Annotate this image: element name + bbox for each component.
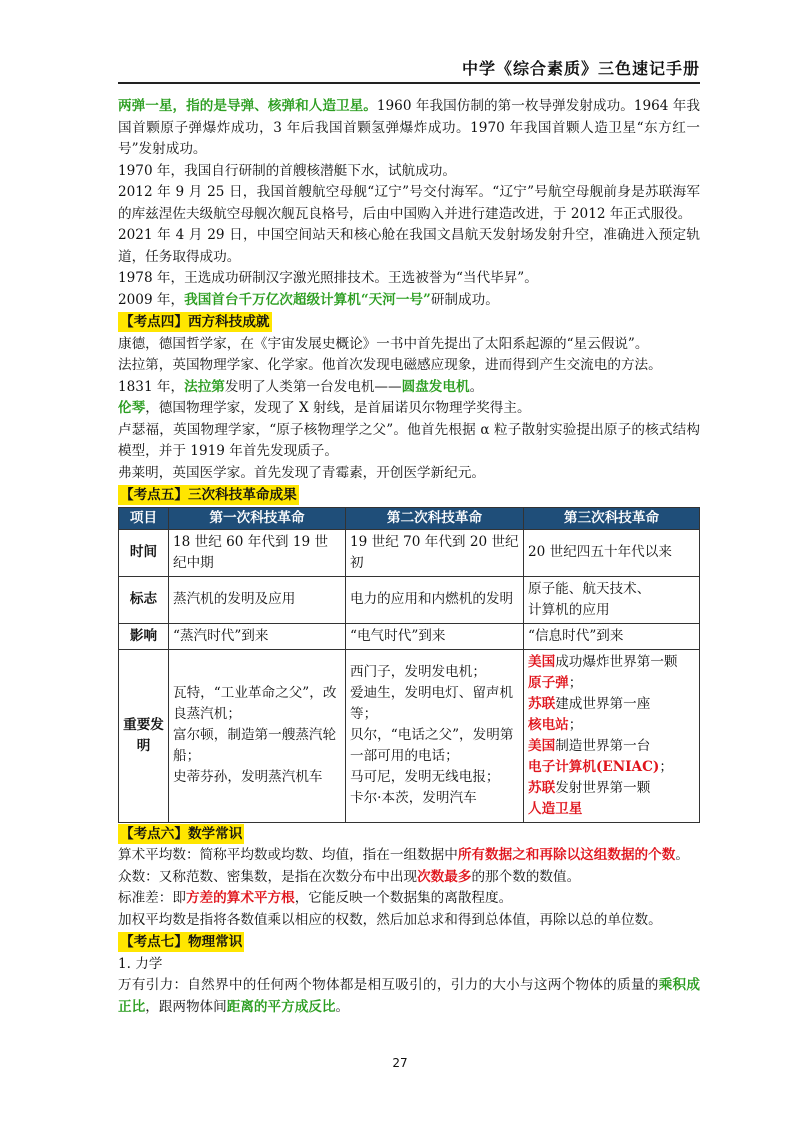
- table-header: 项目: [119, 507, 169, 529]
- list-item: 史蒂芬孙，发明蒸汽机车: [173, 769, 323, 785]
- paragraph-std-dev: 标准差：即方差的算术平方根，它能反映一个数据集的离散程度。: [118, 890, 513, 906]
- table-cell: 20 世纪四五十年代以来: [524, 529, 700, 576]
- paragraph-tianhe: 2009 年，我国首台千万亿次超级计算机“天河一号”研制成功。: [118, 291, 499, 308]
- list-item: 爱迪生，发明电灯、留声机等；: [350, 685, 514, 722]
- table-row-inventions: [119, 649, 700, 822]
- table-row-impact: [119, 623, 700, 649]
- table-cell: 电力的应用和内燃机的发明: [346, 576, 524, 623]
- row-label: 重要发明: [119, 649, 169, 822]
- paragraph-mode: 众数：又称范数、密集数，是指在次数分布中出现次数最多的那个数的数值。: [118, 868, 581, 885]
- list-item: 瓦特，“工业革命之父”，改良蒸汽机；: [173, 685, 337, 722]
- row-label: 时间: [119, 529, 169, 576]
- section-heading-5: 【考点五】三次科技革命成果: [120, 487, 297, 503]
- paragraph-faraday: 法拉第，英国物理学家、化学家。他首次发现电磁感应现象，进而得到产生交流电的方法。: [118, 357, 662, 373]
- table-cell: 美国成功爆炸世界第一颗 原子弹； 苏联建成世界第一座 核电站； 美国制造世界第一台 电子计算机(ENIAC)； 苏联发射世界第一颗 人造卫星: [524, 649, 700, 822]
- paragraph-weighted-mean: 加权平均数是指将各数值乘以相应的权数，然后加总求和得到总体值，再除以总的单位数。: [118, 911, 662, 928]
- paragraph-submarine: 1970 年，我国自行研制的首艘核潜艇下水，试航成功。: [118, 162, 456, 179]
- paragraph-wang-xuan: 1978 年，王选成功研制汉字激光照排技术。王选被誉为“当代毕昇”。: [118, 270, 538, 286]
- paragraph-two-bombs: 两弹一星，指的是导弹、核弹和人造卫星。1960 年我国仿制的第一枚导弹发射成功。1964 年我国首颗原子弹爆炸成功，3 年后我国首颗氢弹爆炸成功。1970 年我国首颗人造卫星“东方红一号”发射成功。: [118, 98, 700, 157]
- table-cell: 19 世纪 70 年代到 20 世纪初: [346, 529, 524, 576]
- paragraph-mechanics-title: 1. 力学: [118, 955, 163, 972]
- header-divider: [118, 82, 700, 84]
- list-item: 西门子，发明发电机；: [350, 664, 486, 680]
- revolution-table: [118, 507, 700, 823]
- table-row-symbol: [119, 576, 700, 623]
- table-cell: 原子能、航天技术、 计算机的应用: [524, 576, 700, 623]
- table-cell: “电气时代”到来: [346, 623, 524, 649]
- list-item: 贝尔，“电话之父”，发明第一部可用的电话；: [350, 727, 514, 764]
- header-title: 中学《综合素质》三色速记手册: [461, 59, 700, 78]
- table-cell: [169, 649, 346, 822]
- table-cell: [346, 649, 524, 822]
- paragraph-gravitation: 万有引力：自然界中的任何两个物体都是相互吸引的，引力的大小与这两个物体的质量的乘积成正比，跟两物体间距离的平方成反比。: [118, 977, 701, 1015]
- table-cell: “蒸汽时代”到来: [169, 623, 346, 649]
- paragraph-dynamo: 1831 年，法拉第发明了人类第一台发电机——圆盘发电机。: [118, 378, 484, 395]
- table-cell: “信息时代”到来: [524, 623, 700, 649]
- paragraph-carrier: 2012 年 9 月 25 日，我国首艘航空母舰“辽宁”号交付海军。“辽宁”号航空母舰前身是苏联海军的库兹涅佐夫级航空母舰次舰瓦良格号，后由中国购入并进行建造改进，于 2012 年正式服役。: [118, 184, 700, 222]
- list-item: 富尔顿，制造第一艘蒸汽轮船；: [173, 727, 337, 764]
- section-heading-6: 【考点六】数学常识: [120, 825, 243, 842]
- table-header-row: [119, 507, 700, 529]
- table-cell: 蒸汽机的发明及应用: [169, 576, 346, 623]
- paragraph-fleming: 弗莱明，英国医学家。首先发现了青霉素，开创医学新纪元。: [118, 464, 486, 481]
- page-number: 27: [392, 1056, 408, 1070]
- table-cell: 18 世纪 60 年代到 19 世纪中期: [169, 529, 346, 576]
- paragraph-mean: 算术平均数：简称平均数或均数、均值，指在一组数据中所有数据之和再除以这组数据的个数。: [118, 847, 689, 863]
- paragraph-rutherford: 卢瑟福，英国物理学家，“原子核物理学之父”。他首先根据 α 粒子散射实验提出原子的核式结构模型，并于 1919 年首先发现质子。: [118, 421, 700, 459]
- list-item: 卡尔·本茨，发明汽车: [350, 790, 477, 806]
- paragraph-space-station: 2021 年 4 月 29 日，中国空间站天和核心舱在我国文昌航天发射场发射升空，准确进入预定轨道，任务取得成功。: [118, 227, 700, 265]
- table-row-time: [119, 529, 700, 576]
- paragraph-kant: 康德，德国哲学家，在《宇宙发展史概论》一书中首先提出了太阳系起源的“星云假说”。: [118, 335, 649, 352]
- table-header: 第一次科技革命: [169, 507, 346, 529]
- table-header: 第三次科技革命: [524, 507, 700, 529]
- table-header: 第二次科技革命: [346, 507, 524, 529]
- page-content: [118, 96, 700, 1018]
- row-label: 标志: [119, 576, 169, 623]
- list-item: 马可尼，发明无线电报；: [350, 769, 500, 785]
- section-heading-7: 【考点七】物理常识: [120, 934, 243, 950]
- section-heading-4: 【考点四】西方科技成就: [120, 314, 270, 330]
- row-label: 影响: [119, 623, 169, 649]
- paragraph-rontgen: 伦琴，德国物理学家，发现了 X 射线，是首届诺贝尔物理学奖得主。: [118, 400, 531, 416]
